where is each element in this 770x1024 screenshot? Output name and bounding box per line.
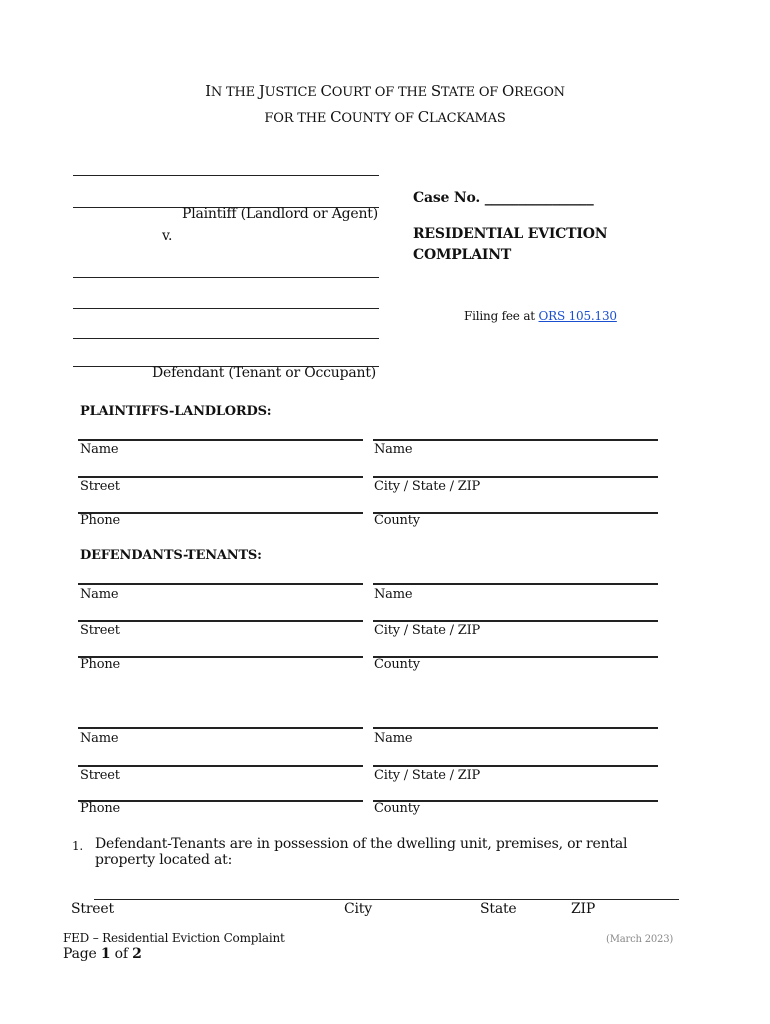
item1-text-line1: Defendant-Tenants are in possession of the dwelling unit, premises, or rental [95,836,628,852]
defendant3-street-label: Street [80,768,120,783]
address-city-label: City [344,901,372,917]
defendant2-name-line[interactable] [373,583,658,585]
defendant-street-label: Street [80,623,120,638]
plaintiff-city-label: City / State / ZIP [374,479,481,494]
address-street-label: Street [71,901,114,917]
court-heading-line1: IN THE JUSTICE COURT OF THE STATE OF OREGON [205,82,565,100]
defendant2-name-label: Name [374,587,413,602]
versus-label: v. [162,228,173,244]
defendant-line-1[interactable] [73,277,379,278]
complaint-title-line1: RESIDENTIAL EVICTION [413,226,608,242]
defendant3-street-line[interactable] [78,765,363,767]
defendant-county-label: County [374,657,420,672]
plaintiff-name-label: Name [80,442,119,457]
plaintiff-street-label: Street [80,479,120,494]
plaintiff-line-1[interactable] [73,175,379,176]
filing-fee-note [464,309,617,323]
plaintiff2-name-label: Name [374,442,413,457]
defendant3-phone-label: Phone [80,801,121,816]
address-state-label: State [480,901,517,917]
defendant4-name-label: Name [374,731,413,746]
address-line[interactable] [94,899,679,900]
defendant-city-label: City / State / ZIP [374,623,481,638]
plaintiff-phone-line[interactable] [78,512,363,514]
defendant3-name-line[interactable] [78,727,363,729]
plaintiff-name-line[interactable] [78,439,363,441]
defendant3-name-label: Name [80,731,119,746]
defendant4-county-label: County [374,801,420,816]
case-number-field[interactable]: Case No. ________________ [413,190,594,206]
complaint-title-line2: COMPLAINT [413,247,512,263]
plaintiff-city-line[interactable] [373,476,658,478]
ors-link[interactable]: ORS 105.130 [538,309,617,323]
plaintiffs-heading: PLAINTIFFS-LANDLORDS: [80,404,272,419]
court-heading-line2: FOR THE COUNTY OF CLACKAMAS [264,108,506,126]
plaintiff-phone-label: Phone [80,513,121,528]
defendant-name-label: Name [80,587,119,602]
defendant-line-3[interactable] [73,338,379,339]
defendant-phone-line[interactable] [78,656,363,658]
defendants-heading: DEFENDANTS-TENANTS: [80,548,262,563]
footer-date: (March 2023) [606,934,674,945]
plaintiff-county-label: County [374,513,420,528]
defendant-label: Defendant (Tenant or Occupant) [152,365,377,381]
defendant-name-line[interactable] [78,583,363,585]
footer-page-number: Page 1 of 2 [63,946,142,962]
address-zip-label: ZIP [571,901,596,917]
defendant4-city-label: City / State / ZIP [374,768,481,783]
defendant3-phone-line[interactable] [78,800,363,802]
footer-form-name: FED – Residential Eviction Complaint [63,931,285,945]
plaintiff-label: Plaintiff (Landlord or Agent) [182,206,378,222]
defendant4-name-line[interactable] [373,727,658,729]
plaintiff2-name-line[interactable] [373,439,658,441]
item1-text-line2: property located at: [95,852,233,868]
item1-number: 1. [72,839,84,853]
defendant-street-line[interactable] [78,620,363,622]
defendant4-city-line[interactable] [373,765,658,767]
filing-fee-text: Filing fee at [464,309,539,323]
defendant-city-line[interactable] [373,620,658,622]
plaintiff-street-line[interactable] [78,476,363,478]
defendant-phone-label: Phone [80,657,121,672]
defendant-line-2[interactable] [73,308,379,309]
